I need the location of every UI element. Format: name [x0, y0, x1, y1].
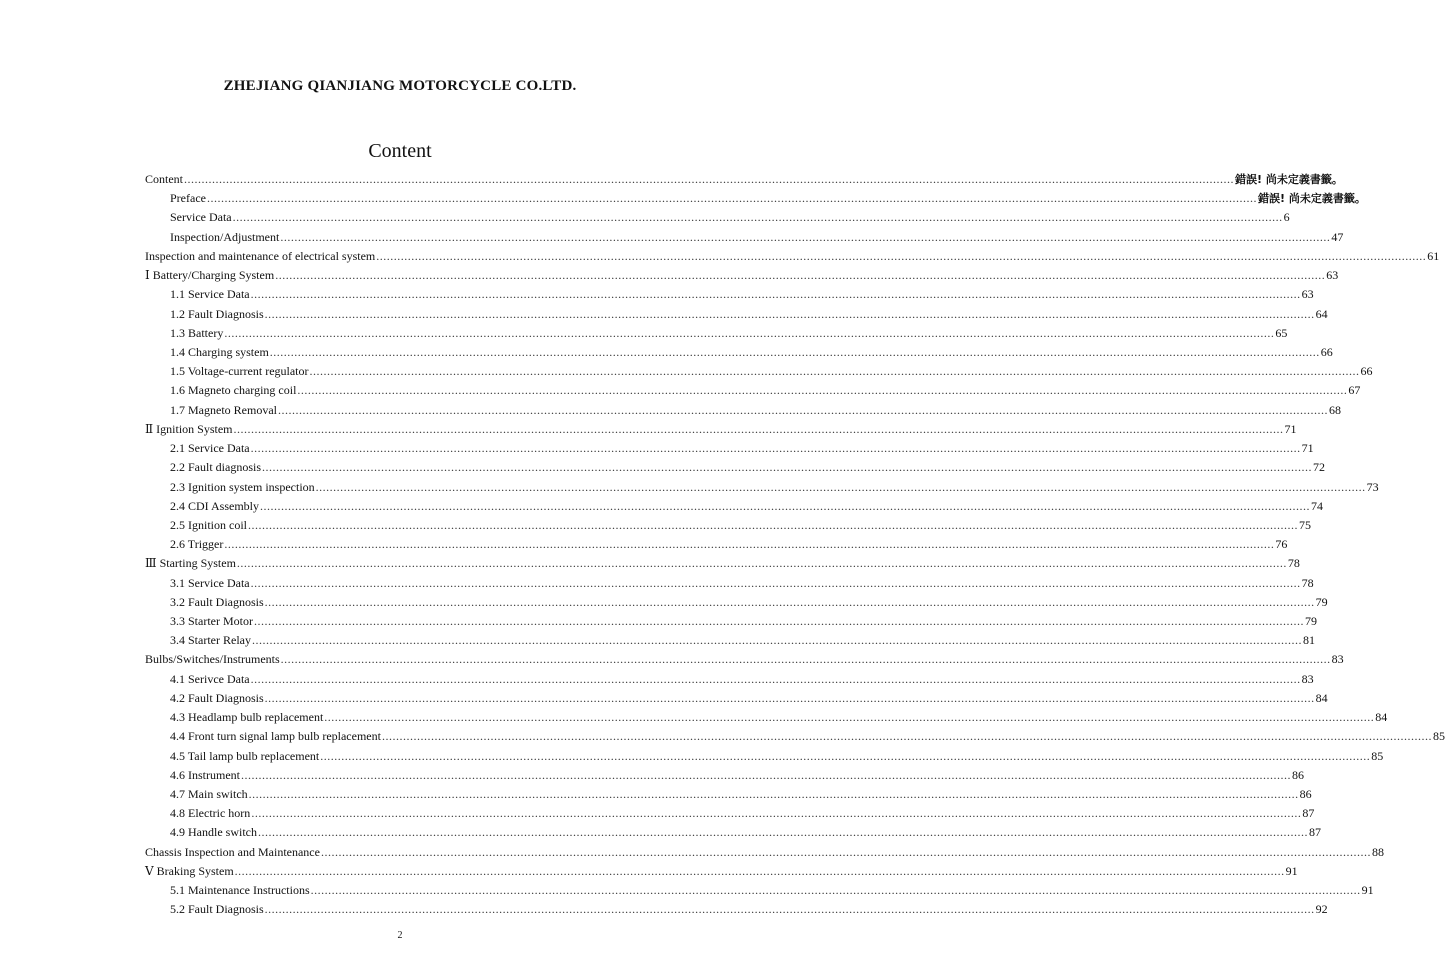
toc-entry[interactable]	[145, 458, 1326, 477]
table-of-contents	[145, 170, 1445, 920]
dot-leader: ............................................................................................................................................................................................................................................................................................................	[251, 633, 1302, 648]
toc-entry-label: Ⅴ Braking System	[145, 863, 234, 878]
toc-entry-label: 2.4 CDI Assembly	[170, 498, 260, 513]
toc-entry-label: Bulbs/Switches/Instruments	[145, 652, 280, 667]
dot-leader: ............................................................................................................................................................................................................................................................................................................	[277, 402, 1328, 417]
toc-entry-label: Inspection and maintenance of electrical system	[145, 248, 376, 263]
toc-entry-page: 83	[1301, 671, 1314, 686]
toc-entry[interactable]	[145, 228, 1344, 247]
toc-entry-page: 78	[1301, 575, 1314, 590]
toc-entry-page: 83	[1331, 652, 1344, 667]
dot-leader: ............................................................................................................................................................................................................................................................................................................	[264, 306, 1315, 321]
dot-leader: ............................................................................................................................................................................................................................................................................................................	[206, 191, 1257, 206]
toc-entry-label: 1.5 Voltage-current regulator	[170, 364, 309, 379]
toc-entry-label: 4.8 Electric horn	[170, 806, 251, 821]
toc-entry[interactable]	[145, 650, 1344, 669]
dot-leader: ............................................................................................................................................................................................................................................................................................................	[320, 748, 1371, 763]
toc-entry[interactable]	[145, 843, 1384, 862]
toc-entry-label: Inspection/Adjustment	[170, 229, 280, 244]
toc-entry[interactable]	[145, 670, 1314, 689]
toc-entry-label: Preface	[170, 191, 206, 206]
toc-entry[interactable]	[145, 324, 1288, 343]
toc-entry-page: 87	[1308, 825, 1321, 840]
toc-entry-page: 85	[1432, 729, 1445, 744]
toc-entry[interactable]	[145, 574, 1314, 593]
toc-entry-page: 74	[1311, 498, 1324, 513]
dot-leader: ............................................................................................................................................................................................................................................................................................................	[310, 883, 1361, 898]
dot-leader: ............................................................................................................................................................................................................................................................................................................	[264, 902, 1315, 917]
toc-entry[interactable]	[145, 478, 1379, 497]
toc-entry-label: 4.2 Fault Diagnosis	[170, 690, 264, 705]
toc-entry-label: 2.3 Ignition system inspection	[170, 479, 315, 494]
toc-entry[interactable]	[145, 497, 1324, 516]
toc-entry[interactable]	[145, 285, 1314, 304]
toc-entry-label: Ⅰ Battery/Charging System	[145, 268, 275, 283]
toc-entry-page: 71	[1301, 441, 1314, 456]
toc-entry-page: 73	[1366, 479, 1379, 494]
dot-leader: ............................................................................................................................................................................................................................................................................................................	[236, 556, 1287, 571]
toc-entry-label: 2.5 Ignition coil	[170, 517, 247, 532]
toc-entry-label: 5.2 Fault Diagnosis	[170, 902, 264, 917]
toc-entry[interactable]	[145, 689, 1328, 708]
dot-leader: ............................................................................................................................................................................................................................................................................................................	[275, 268, 1326, 283]
toc-entry-label: Chassis Inspection and Maintenance	[145, 844, 320, 859]
toc-entry[interactable]	[145, 266, 1339, 285]
dot-leader: ............................................................................................................................................................................................................................................................................................................	[320, 844, 1371, 859]
dot-leader: ............................................................................................................................................................................................................................................................................................................	[315, 479, 1366, 494]
toc-entry[interactable]	[145, 247, 1440, 266]
toc-entry[interactable]	[145, 766, 1304, 785]
toc-entry-label: 4.5 Tail lamp bulb replacement	[170, 748, 320, 763]
toc-entry-label: 4.1 Serivce Data	[170, 671, 250, 686]
toc-entry-page: 92	[1315, 902, 1328, 917]
toc-entry-label: 4.9 Handle switch	[170, 825, 257, 840]
toc-entry-page: 84	[1315, 690, 1328, 705]
toc-entry-page: 71	[1284, 421, 1297, 436]
dot-leader: ............................................................................................................................................................................................................................................................................................................	[234, 863, 1285, 878]
toc-entry[interactable]	[145, 900, 1328, 919]
toc-entry-page: 66	[1320, 344, 1333, 359]
toc-entry-page: 錯誤! 尚未定義書籤。	[1235, 173, 1343, 186]
page-number: 2	[397, 930, 403, 941]
toc-entry[interactable]	[145, 189, 1366, 208]
toc-entry-page: 85	[1371, 748, 1384, 763]
toc-entry[interactable]	[145, 881, 1374, 900]
dot-leader: ............................................................................................................................................................................................................................................................................................................	[250, 441, 1301, 456]
toc-entry-page: 87	[1302, 806, 1315, 821]
toc-entry[interactable]	[145, 439, 1314, 458]
toc-entry-page: 錯誤! 尚未定義書籤。	[1257, 192, 1366, 206]
toc-entry[interactable]	[145, 535, 1288, 554]
toc-entry-label: 2.6 Trigger	[170, 537, 224, 552]
dot-leader: ............................................................................................................................................................................................................................................................................................................	[241, 767, 1291, 782]
toc-entry[interactable]	[145, 170, 1343, 189]
toc-entry-page: 63	[1301, 287, 1314, 302]
toc-entry[interactable]	[145, 785, 1312, 804]
toc-entry-page: 91	[1285, 863, 1298, 878]
toc-entry-label: 1.2 Fault Diagnosis	[170, 306, 264, 321]
toc-entry-page: 66	[1360, 364, 1373, 379]
toc-entry-page: 67	[1348, 383, 1361, 398]
toc-entry-page: 6	[1283, 210, 1290, 225]
toc-entry-page: 81	[1302, 633, 1315, 648]
toc-entry[interactable]	[145, 516, 1311, 535]
dot-leader: ............................................................................................................................................................................................................................................................................................................	[224, 537, 1275, 552]
toc-entry-label: Ⅱ Ignition System	[145, 421, 233, 436]
toc-entry-label: 2.2 Fault diagnosis	[170, 460, 262, 475]
toc-entry-label: 3.1 Service Data	[170, 575, 250, 590]
dot-leader: ............................................................................................................................................................................................................................................................................................................	[280, 229, 1331, 244]
toc-entry-page: 86	[1292, 767, 1304, 782]
toc-entry-label: 3.3 Starter Motor	[170, 614, 253, 629]
toc-entry-page: 72	[1313, 460, 1326, 475]
dot-leader: ............................................................................................................................................................................................................................................................................................................	[280, 652, 1331, 667]
toc-entry-label: 1.1 Service Data	[170, 287, 250, 302]
toc-entry[interactable]	[145, 631, 1315, 650]
toc-entry-label: 1.4 Charging system	[170, 344, 269, 359]
dot-leader: ............................................................................................................................................................................................................................................................................................................	[324, 710, 1375, 725]
dot-leader: ............................................................................................................................................................................................................................................................................................................	[250, 287, 1301, 302]
toc-entry-page: 65	[1275, 325, 1288, 340]
toc-entry-page: 78	[1287, 556, 1300, 571]
toc-entry-label: 4.3 Headlamp bulb replacement	[170, 710, 324, 725]
dot-leader: ............................................................................................................................................................................................................................................................................................................	[248, 787, 1299, 801]
toc-entry[interactable]	[145, 747, 1384, 766]
toc-entry-label: Service Data	[170, 210, 232, 225]
toc-entry-label: 4.6 Instrument	[170, 767, 240, 782]
toc-entry-label: Content	[145, 172, 183, 186]
toc-entry-label: 5.1 Maintenance Instructions	[170, 883, 310, 898]
toc-entry[interactable]	[145, 420, 1297, 439]
toc-entry[interactable]	[145, 401, 1341, 420]
dot-leader: ............................................................................................................................................................................................................................................................................................................	[297, 383, 1348, 398]
toc-entry-page: 79	[1305, 614, 1317, 629]
dot-leader: ............................................................................................................................................................................................................................................................................................................	[262, 460, 1313, 475]
toc-entry-label: Ⅲ Starting System	[145, 556, 236, 571]
toc-entry[interactable]	[145, 708, 1388, 727]
dot-leader: ............................................................................................................................................................................................................................................................................................................	[254, 614, 1304, 629]
toc-entry-page: 75	[1299, 517, 1311, 532]
toc-entry[interactable]	[145, 612, 1317, 631]
dot-leader: ............................................................................................................................................................................................................................................................................................................	[381, 729, 1432, 744]
toc-entry-label: 1.3 Battery	[170, 325, 224, 340]
toc-entry-label: 4.7 Main switch	[170, 787, 248, 801]
toc-entry-label: 1.7 Magneto Removal	[170, 402, 277, 417]
toc-entry-page: 68	[1328, 402, 1341, 417]
dot-leader: ............................................................................................................................................................................................................................................................................................................	[251, 806, 1302, 821]
toc-entry-label: 3.2 Fault Diagnosis	[170, 594, 264, 609]
dot-leader: ............................................................................................................................................................................................................................................................................................................	[264, 690, 1315, 705]
toc-entry[interactable]	[145, 727, 1445, 746]
dot-leader: ............................................................................................................................................................................................................................................................................................................	[250, 671, 1301, 686]
toc-entry[interactable]	[145, 554, 1300, 573]
toc-entry-page: 61	[1427, 248, 1440, 263]
dot-leader: ............................................................................................................................................................................................................................................................................................................	[233, 421, 1284, 436]
dot-leader: ............................................................................................................................................................................................................................................................................................................	[250, 575, 1301, 590]
toc-entry[interactable]	[145, 593, 1328, 612]
toc-entry-page: 88	[1371, 844, 1384, 859]
toc-entry-page: 84	[1375, 710, 1388, 725]
page-title: Content	[368, 140, 432, 162]
toc-entry[interactable]	[145, 823, 1321, 842]
toc-entry-label: 3.4 Starter Relay	[170, 633, 251, 648]
dot-leader: ............................................................................................................................................................................................................................................................................................................	[309, 364, 1360, 379]
toc-entry[interactable]	[145, 381, 1361, 400]
dot-leader: ............................................................................................................................................................................................................................................................................................................	[184, 172, 1234, 186]
toc-entry[interactable]	[145, 362, 1373, 381]
dot-leader: ............................................................................................................................................................................................................................................................................................................	[248, 517, 1298, 532]
dot-leader: ............................................................................................................................................................................................................................................................................................................	[269, 344, 1320, 359]
dot-leader: ............................................................................................................................................................................................................................................................................................................	[264, 594, 1315, 609]
toc-entry-page: 86	[1299, 787, 1312, 801]
toc-entry[interactable]	[145, 343, 1333, 362]
dot-leader: ............................................................................................................................................................................................................................................................................................................	[376, 248, 1427, 263]
company-header: ZHEJIANG QIANJIANG MOTORCYCLE CO.LTD.	[223, 78, 577, 94]
toc-entry-page: 76	[1275, 537, 1288, 552]
toc-entry-page: 79	[1315, 594, 1328, 609]
toc-entry-label: 2.1 Service Data	[170, 441, 250, 456]
toc-entry-page: 63	[1326, 268, 1339, 283]
toc-entry-page: 64	[1315, 306, 1328, 321]
dot-leader: ............................................................................................................................................................................................................................................................................................................	[257, 825, 1308, 840]
toc-entry[interactable]	[145, 804, 1315, 823]
toc-entry-page: 47	[1331, 229, 1344, 244]
dot-leader: ............................................................................................................................................................................................................................................................................................................	[224, 325, 1275, 340]
toc-entry[interactable]	[145, 862, 1298, 881]
toc-entry[interactable]	[145, 305, 1328, 324]
dot-leader: ............................................................................................................................................................................................................................................................................................................	[232, 210, 1283, 225]
toc-entry-page: 91	[1361, 883, 1374, 898]
toc-entry-label: 1.6 Magneto charging coil	[170, 383, 297, 398]
toc-entry[interactable]	[145, 208, 1290, 227]
dot-leader: ............................................................................................................................................................................................................................................................................................................	[260, 498, 1311, 513]
toc-entry-label: 4.4 Front turn signal lamp bulb replacement	[170, 729, 381, 744]
